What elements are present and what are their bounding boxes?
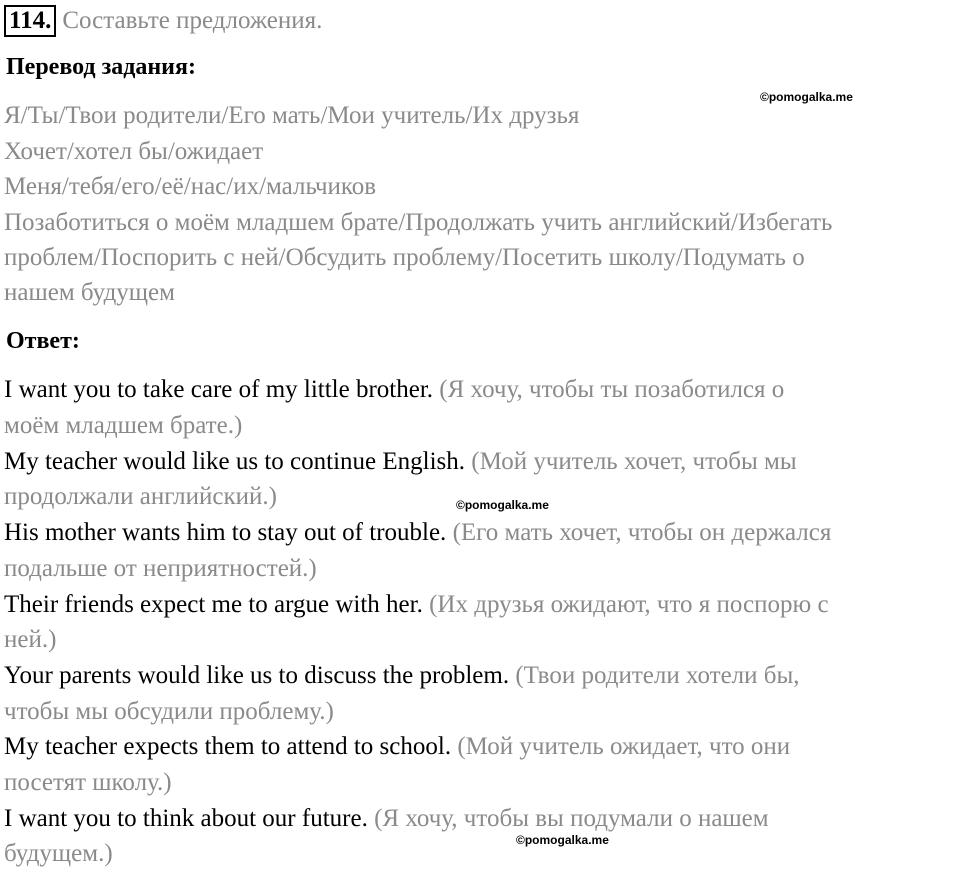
answer-line: моём младшем брате.) (4, 412, 243, 439)
exercise-header (4, 3, 322, 39)
answer-line: будущем.) (4, 840, 113, 867)
answer-english: I want you to think about our future. (4, 805, 368, 832)
translation-line: Хочет/хотел бы/ожидает (4, 138, 264, 165)
answer-translation: (Я хочу, чтобы вы подумали о нашем (367, 805, 769, 832)
answer-line (4, 660, 800, 692)
answer-english: His mother wants him to stay out of trouble. (4, 519, 447, 546)
answer-line: ней.) (4, 626, 57, 653)
translation-line: Я/Ты/Твои родители/Его мать/Мои учитель/Их друзья (4, 102, 580, 129)
answer-line (4, 446, 797, 478)
answer-line (4, 374, 784, 406)
answer-line: подальше от неприятностей.) (4, 555, 317, 582)
exercise-number: 114. (4, 5, 56, 37)
answer-translation: (Мой учитель хочет, чтобы мы (465, 448, 797, 475)
watermark: ©pomogalka.me (456, 498, 549, 512)
answer-line (4, 517, 831, 549)
watermark: ©pomogalka.me (516, 833, 609, 847)
watermark: ©pomogalka.me (760, 90, 853, 104)
answer-english: My teacher expects them to attend to school. (4, 733, 452, 760)
answer-translation: (Мой учитель ожидает, что они (451, 733, 791, 760)
answer-translation: (Его мать хочет, чтобы он держался (446, 519, 832, 546)
answer-english: My teacher would like us to continue English. (4, 448, 466, 475)
answer-translation: (Их друзья ожидают, что я поспорю с (422, 591, 829, 618)
answer-line: продолжали английский.) (4, 483, 277, 510)
translation-heading: Перевод задания: (6, 54, 196, 80)
answer-line (4, 731, 790, 763)
exercise-task: Составьте предложения. (62, 7, 323, 34)
translation-line: Позаботиться о моём младшем брате/Продолжать учить английский/Избегать (4, 209, 833, 236)
answer-line: посетят школу.) (4, 769, 172, 796)
translation-line: проблем/Поспорить с ней/Обсудить проблему/Посетить школу/Подумать о (4, 244, 805, 271)
translation-line: Меня/тебя/его/её/нас/их/мальчиков (4, 173, 377, 200)
answer-line (4, 803, 769, 835)
answer-translation: (Я хочу, чтобы ты позаботился о (433, 376, 785, 403)
answer-line (4, 589, 829, 621)
answer-english: Your parents would like us to discuss the problem. (4, 662, 510, 689)
answer-english: Their friends expect me to argue with her. (4, 591, 423, 618)
answer-translation: (Твои родители хотели бы, (509, 662, 800, 689)
answer-line: чтобы мы обсудили проблему.) (4, 698, 334, 725)
translation-line: нашем будущем (4, 279, 175, 306)
answer-english: I want you to take care of my little brother. (4, 376, 434, 403)
answer-heading: Ответ: (6, 328, 80, 354)
